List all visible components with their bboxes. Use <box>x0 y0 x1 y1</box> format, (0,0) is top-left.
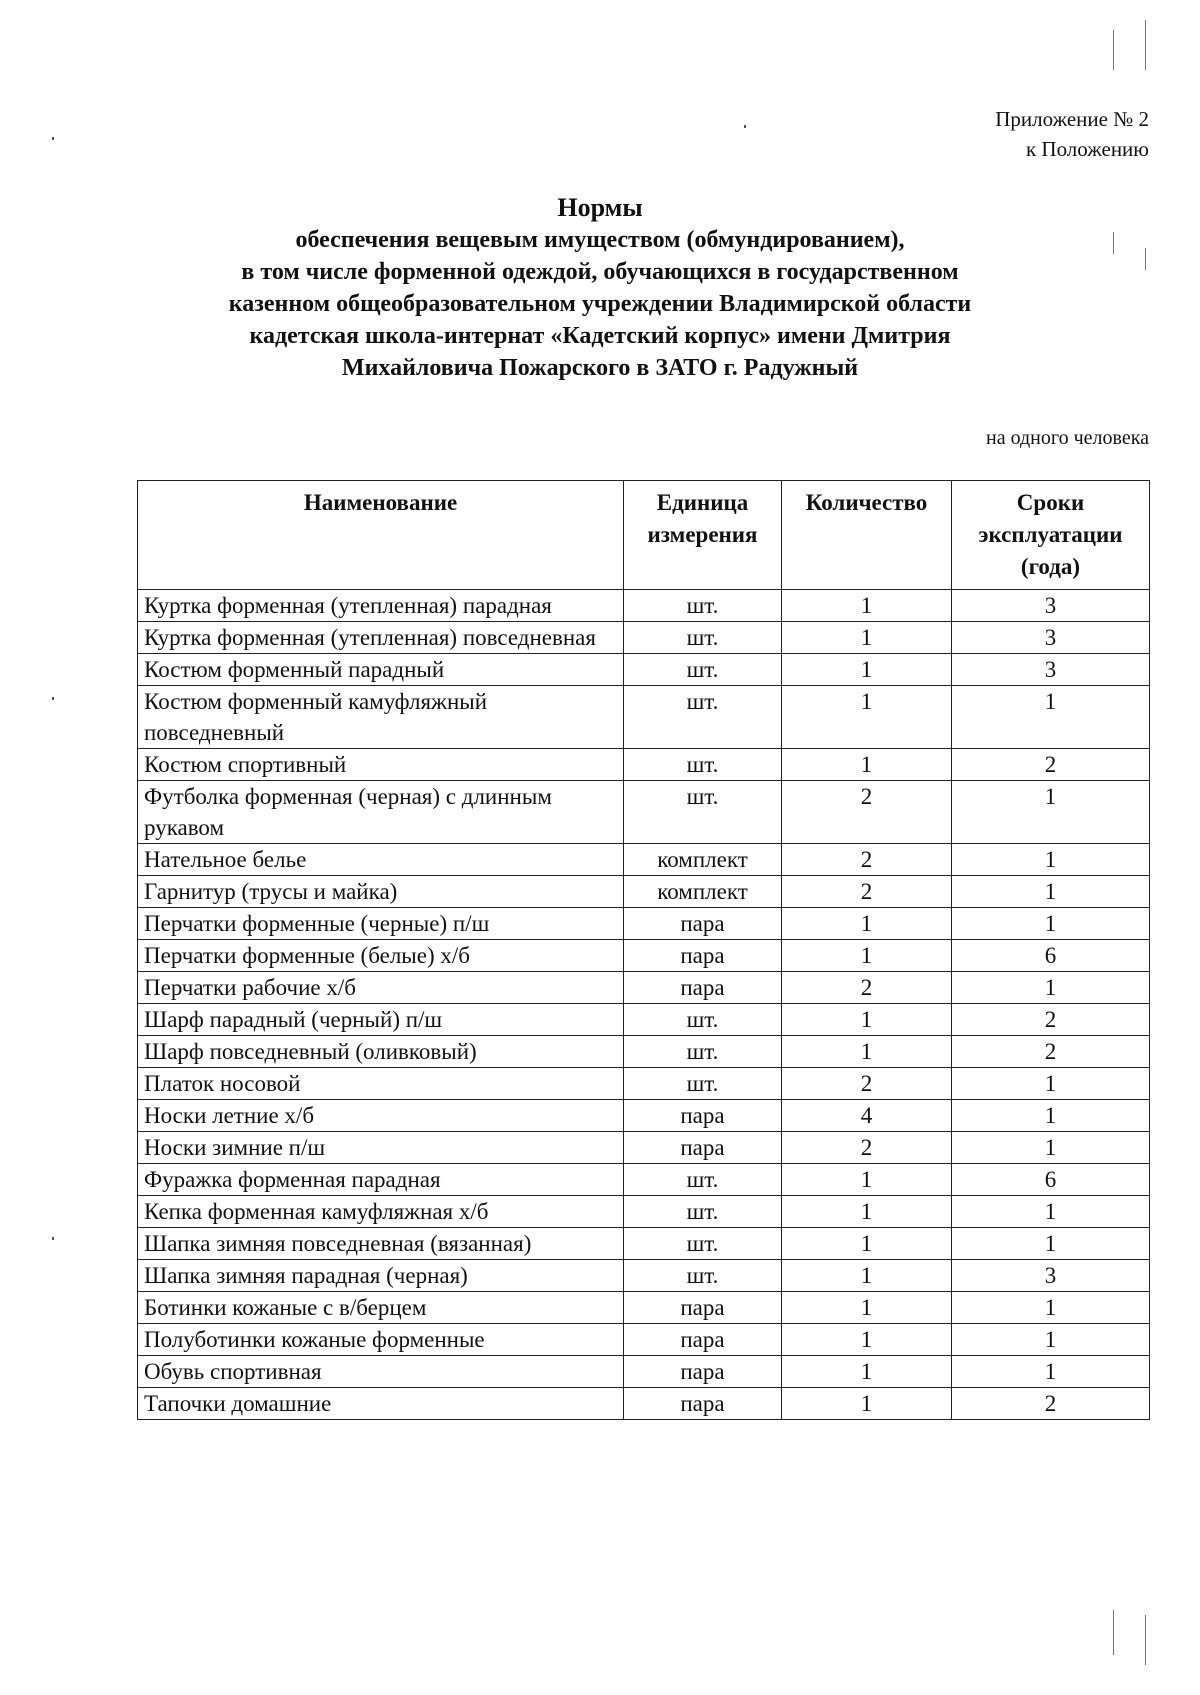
cell-unit: пара <box>624 908 782 940</box>
table-row <box>138 1292 1150 1324</box>
cell-unit: шт. <box>624 1196 782 1228</box>
cell-quantity: 1 <box>782 1036 952 1068</box>
cell-name: Костюм спортивный <box>138 749 624 781</box>
table-row <box>138 1068 1150 1100</box>
cell-unit: шт. <box>624 654 782 686</box>
cell-name: Шарф повседневный (оливковый) <box>138 1036 624 1068</box>
table-body <box>138 590 1150 1420</box>
table-row <box>138 940 1150 972</box>
cell-quantity: 1 <box>782 1388 952 1420</box>
cell-quantity: 1 <box>782 1004 952 1036</box>
cell-name: Перчатки форменные (черные) п/ш <box>138 908 624 940</box>
cell-term: 3 <box>952 590 1150 622</box>
scan-artifact <box>1113 1610 1114 1655</box>
cell-name: Перчатки форменные (белые) х/б <box>138 940 624 972</box>
cell-quantity: 1 <box>782 590 952 622</box>
cell-term: 2 <box>952 1004 1150 1036</box>
table-row <box>138 1260 1150 1292</box>
cell-term: 3 <box>952 622 1150 654</box>
column-header-unit: Единица измерения <box>624 481 782 590</box>
cell-unit: шт. <box>624 1260 782 1292</box>
cell-term: 2 <box>952 749 1150 781</box>
cell-quantity: 2 <box>782 876 952 908</box>
cell-name: Кепка форменная камуфляжная х/б <box>138 1196 624 1228</box>
cell-term: 1 <box>952 876 1150 908</box>
cell-quantity: 1 <box>782 1260 952 1292</box>
heading-line: кадетская школа-интернат «Кадетский корпус» имени Дмитрия <box>249 323 951 349</box>
cell-name: Носки зимние п/ш <box>138 1132 624 1164</box>
table-row <box>138 622 1150 654</box>
cell-quantity: 1 <box>782 1356 952 1388</box>
cell-term: 1 <box>952 908 1150 940</box>
cell-quantity: 2 <box>782 972 952 1004</box>
cell-unit: пара <box>624 972 782 1004</box>
cell-unit: шт. <box>624 781 782 844</box>
cell-unit: пара <box>624 1100 782 1132</box>
cell-name: Футболка форменная (черная) с длинным рукавом <box>138 781 624 844</box>
cell-term: 1 <box>952 1292 1150 1324</box>
cell-term: 3 <box>952 654 1150 686</box>
scan-artifact <box>1113 30 1114 70</box>
scan-artifact <box>744 125 746 128</box>
cell-unit: шт. <box>624 1068 782 1100</box>
cell-unit: пара <box>624 940 782 972</box>
cell-unit: шт. <box>624 1004 782 1036</box>
cell-unit: шт. <box>624 1228 782 1260</box>
cell-unit: шт. <box>624 686 782 749</box>
cell-unit: пара <box>624 1132 782 1164</box>
cell-term: 6 <box>952 1164 1150 1196</box>
cell-quantity: 4 <box>782 1100 952 1132</box>
cell-name: Костюм форменный камуфляжный повседневный <box>138 686 624 749</box>
cell-term: 1 <box>952 781 1150 844</box>
cell-quantity: 2 <box>782 1132 952 1164</box>
cell-quantity: 1 <box>782 622 952 654</box>
table-row <box>138 1100 1150 1132</box>
cell-term: 1 <box>952 1228 1150 1260</box>
document-heading <box>140 192 1060 384</box>
cell-name: Платок носовой <box>138 1068 624 1100</box>
cell-name: Обувь спортивная <box>138 1356 624 1388</box>
cell-quantity: 1 <box>782 686 952 749</box>
heading-line: казенном общеобразовательном учреждении Владимирской области <box>228 291 972 317</box>
cell-name: Нательное белье <box>138 844 624 876</box>
cell-name: Шапка зимняя повседневная (вязанная) <box>138 1228 624 1260</box>
table-row <box>138 590 1150 622</box>
table-row <box>138 844 1150 876</box>
cell-name: Перчатки рабочие х/б <box>138 972 624 1004</box>
table-row <box>138 781 1150 844</box>
cell-name: Ботинки кожаные с в/берцем <box>138 1292 624 1324</box>
column-header-term: Сроки эксплуатации (года) <box>952 481 1150 590</box>
cell-name: Гарнитур (трусы и майка) <box>138 876 624 908</box>
heading-line: Михайловича Пожарского в ЗАТО г. Радужный <box>341 355 859 381</box>
table-header-row <box>138 481 1150 590</box>
cell-quantity: 1 <box>782 1324 952 1356</box>
cell-term: 1 <box>952 1196 1150 1228</box>
cell-unit: комплект <box>624 876 782 908</box>
cell-unit: пара <box>624 1324 782 1356</box>
cell-unit: шт. <box>624 1036 782 1068</box>
cell-unit: пара <box>624 1388 782 1420</box>
cell-term: 1 <box>952 1324 1150 1356</box>
cell-quantity: 1 <box>782 908 952 940</box>
cell-quantity: 2 <box>782 1068 952 1100</box>
cell-term: 2 <box>952 1388 1150 1420</box>
scan-artifact <box>52 1237 54 1240</box>
table-row <box>138 654 1150 686</box>
scan-artifact <box>1145 1615 1146 1665</box>
appendix-number: Приложение № 2 <box>995 107 1149 131</box>
cell-term: 1 <box>952 1100 1150 1132</box>
cell-quantity: 1 <box>782 1292 952 1324</box>
cell-name: Носки летние х/б <box>138 1100 624 1132</box>
cell-term: 1 <box>952 1356 1150 1388</box>
cell-term: 1 <box>952 844 1150 876</box>
norms-table <box>137 480 1150 1420</box>
cell-name: Фуражка форменная парадная <box>138 1164 624 1196</box>
cell-name: Полуботинки кожаные форменные <box>138 1324 624 1356</box>
appendix-regulation: к Положению <box>1025 137 1149 161</box>
cell-name: Тапочки домашние <box>138 1388 624 1420</box>
column-header-name: Наименование <box>138 481 624 590</box>
table-row <box>138 1036 1150 1068</box>
scan-artifact <box>1113 232 1114 254</box>
cell-term: 1 <box>952 1068 1150 1100</box>
table-row <box>138 686 1150 749</box>
table-row <box>138 1132 1150 1164</box>
cell-name: Шарф парадный (черный) п/ш <box>138 1004 624 1036</box>
table-row <box>138 1356 1150 1388</box>
cell-term: 1 <box>952 1132 1150 1164</box>
scan-artifact <box>52 697 54 700</box>
scan-artifact <box>1145 248 1146 270</box>
cell-term: 3 <box>952 1260 1150 1292</box>
table-row <box>138 749 1150 781</box>
table-row <box>138 1196 1150 1228</box>
heading-line: обеспечения вещевым имуществом (обмундированием), <box>295 227 905 253</box>
table-row <box>138 972 1150 1004</box>
cell-term: 1 <box>952 972 1150 1004</box>
cell-unit: пара <box>624 1292 782 1324</box>
table-row <box>138 908 1150 940</box>
cell-unit: шт. <box>624 590 782 622</box>
document-title: Нормы <box>557 193 643 222</box>
cell-name: Куртка форменная (утепленная) повседневная <box>138 622 624 654</box>
cell-quantity: 1 <box>782 1228 952 1260</box>
table-row <box>138 1164 1150 1196</box>
table-row <box>138 1388 1150 1420</box>
cell-term: 1 <box>952 686 1150 749</box>
scan-artifact <box>1145 20 1146 70</box>
cell-quantity: 1 <box>782 1196 952 1228</box>
cell-term: 6 <box>952 940 1150 972</box>
cell-unit: пара <box>624 1356 782 1388</box>
table-row <box>138 876 1150 908</box>
appendix-reference <box>995 104 1149 164</box>
cell-unit: шт. <box>624 622 782 654</box>
scan-artifact <box>52 137 54 140</box>
heading-line: в том числе форменной одеждой, обучающихся в государственном <box>241 259 959 285</box>
table-row <box>138 1324 1150 1356</box>
cell-quantity: 1 <box>782 749 952 781</box>
cell-unit: шт. <box>624 1164 782 1196</box>
cell-name: Куртка форменная (утепленная) парадная <box>138 590 624 622</box>
cell-name: Костюм форменный парадный <box>138 654 624 686</box>
column-header-quantity: Количество <box>782 481 952 590</box>
cell-unit: комплект <box>624 844 782 876</box>
cell-quantity: 1 <box>782 654 952 686</box>
cell-unit: шт. <box>624 749 782 781</box>
cell-quantity: 2 <box>782 781 952 844</box>
per-person-note: на одного человека <box>986 427 1149 449</box>
table-row <box>138 1004 1150 1036</box>
table-row <box>138 1228 1150 1260</box>
cell-quantity: 2 <box>782 844 952 876</box>
cell-quantity: 1 <box>782 940 952 972</box>
cell-term: 2 <box>952 1036 1150 1068</box>
cell-quantity: 1 <box>782 1164 952 1196</box>
cell-name: Шапка зимняя парадная (черная) <box>138 1260 624 1292</box>
